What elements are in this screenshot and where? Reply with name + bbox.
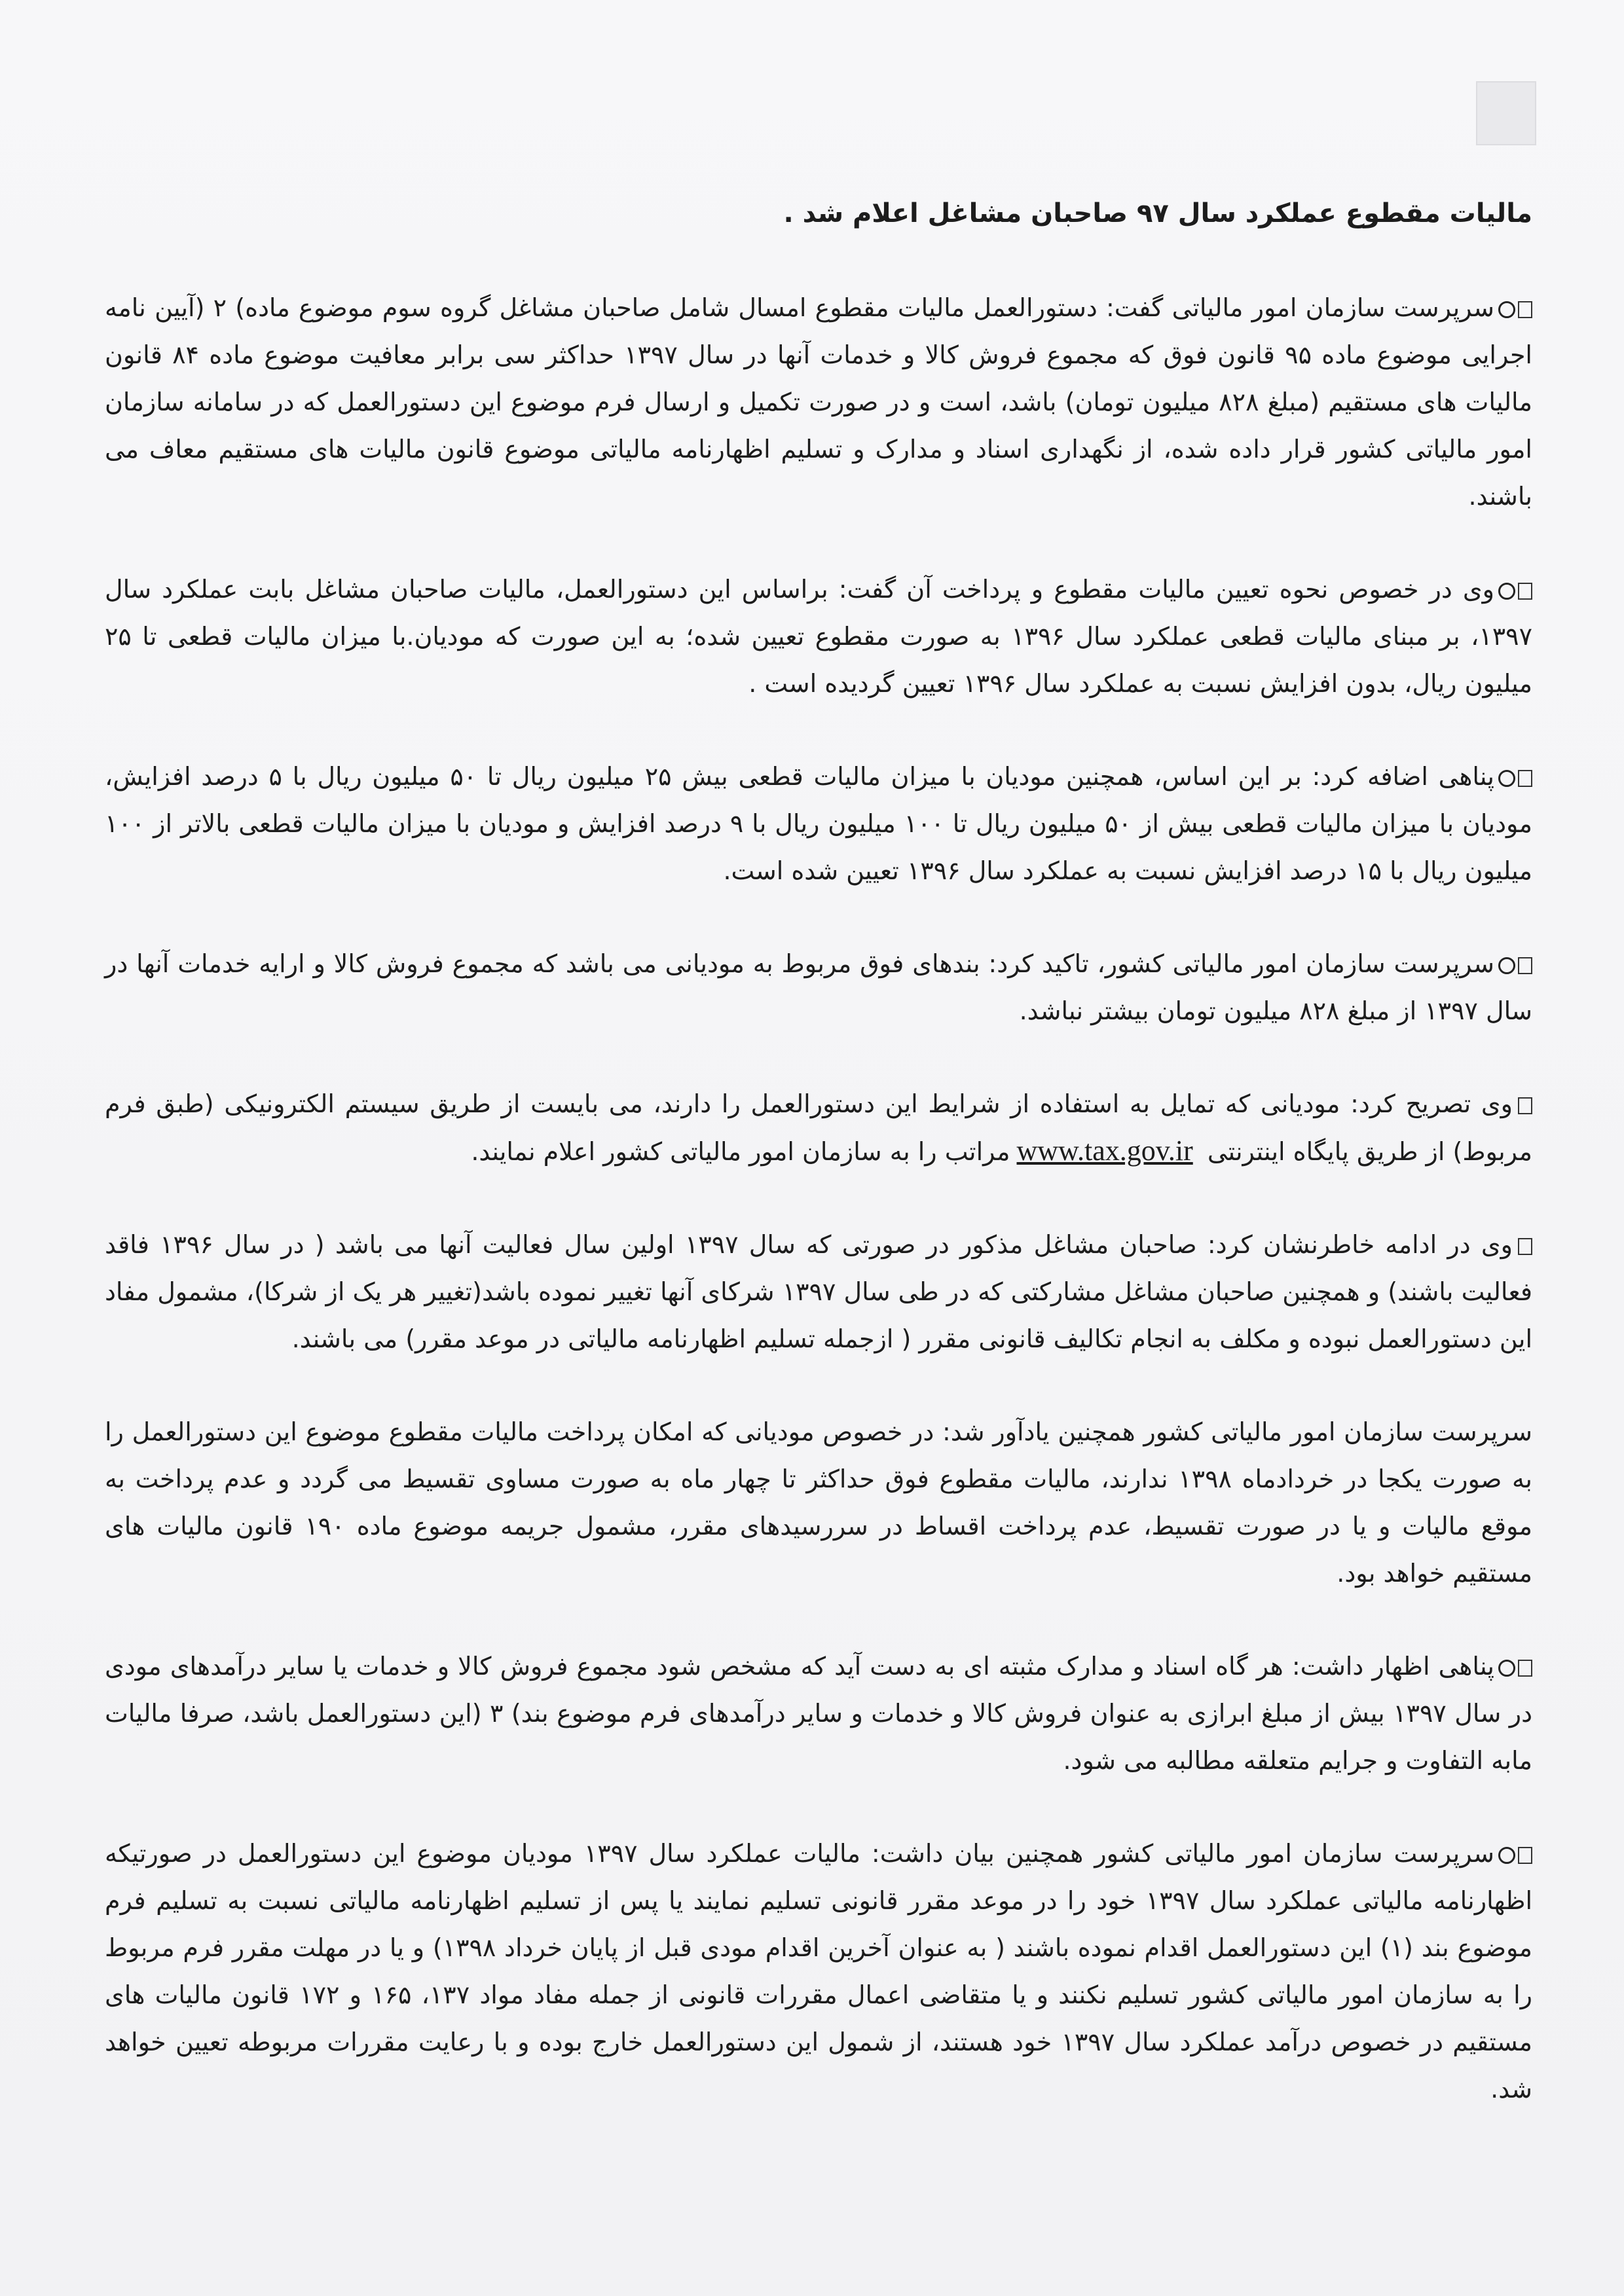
paragraph-3 [105,753,1532,894]
paragraph-text: وی در خصوص نحوه تعیین مالیات مقطوع و پرداخت آن گفت: براساس این دستورالعمل، مالیات صاحبان مشاغل بابت عملکرد سال ۱۳۹۷، بر مبنای مالیات قطعی عملکرد سال ۱۳۹۶ به صورت مقطوع تعیین شده؛ به این صورت که مودیان.با میزان مالیات قطعی تا ۲۵ میلیون ریال، بدون افزایش نسبت به عملکرد سال ۱۳۹۶ تعیین گردیده است . [105,575,1532,698]
paragraph-9 [105,1830,1532,2113]
paragraph-8 [105,1643,1532,1784]
circle-bullet-icon [1498,1660,1515,1677]
document-title: مالیات مقطوع عملکرد سال ۹۷ صاحبان مشاغل اعلام شد . [783,198,1532,228]
checkbox-marker [1497,940,1532,987]
checkbox-icon [1518,1238,1532,1255]
circle-bullet-icon [1498,957,1515,974]
checkbox-icon [1518,1660,1532,1677]
paragraph-text: سرپرست سازمان امور مالیاتی کشور همچنین بیان داشت: مالیات عملکرد سال ۱۳۹۷ مودیان موضوع این دستورالعمل در صورتیکه اظهارنامه مالیاتی عملکرد سال ۱۳۹۷ خود را در موعد مقرر قانونی تسلیم نمایند یا پس از تسلیم اظهارنامه مالیاتی نسبت به تسلیم فرم موضوع بند (۱) این دستورالعمل اقدام نموده باشند ( به عنوان آخرین اقدام مودی قبل از پایان خرداد ۱۳۹۸) و یا در مهلت مقرر فرم مربوط را به سازمان امور مالیاتی کشور تسلیم نکنند و یا متقاضی اعمال مقررات قانونی از جمله مفاد مواد ۱۳۷، ۱۶۵ و ۱۷۲ قانون مالیات های مستقیم در خصوص درآمد عملکرد سال ۱۳۹۷ خود هستند، از شمول این دستورالعمل خارج بوده و با رعایت مقررات مربوطه تعیین خواهد شد. [105,1839,1532,2104]
circle-bullet-icon [1498,770,1515,787]
paragraph-text: سرپرست سازمان امور مالیاتی کشور همچنین یادآور شد: در خصوص مودیانی که امکان پرداخت مالیات مقطوع موضوع این دستورالعمل را به صورت یکجا در خردادماه ۱۳۹۸ ندارند، مالیات مقطوع فوق حداکثر تا چهار ماه به صورت مساوی تقسیط می گردد و عدم پرداخت به موقع مالیات و یا در صورت تقسیط، عدم پرداخت اقساط در سررسیدهای مقرر، مشمول جریمه موضوع ماده ۱۹۰ قانون مالیات های مستقیم خواهد بود. [105,1417,1532,1588]
checkbox-icon [1518,957,1532,974]
paragraph-7 [105,1408,1532,1597]
tax-website-link[interactable]: www.tax.gov.ir [1016,1135,1193,1167]
paragraph-text: پناهی اظهار داشت: هر گاه اسناد و مدارک مثبته ای به دست آید که مشخص شود مجموع فروش کالا و خدمات یا سایر درآمدهای مودی در سال ۱۳۹۷ بیش از مبلغ ابرازی به عنوان فروش کالا و خدمات و سایر درآمدهای فرم موضوع بند) ۳ (این دستورالعمل باشد، صرفا مالیات مابه التفاوت و جرایم متعلقه مطالبه می شود. [105,1652,1532,1775]
checkbox-marker [1515,1080,1532,1127]
checkbox-marker [1497,1643,1532,1690]
paragraph-text: وی تصریح کرد: مودیانی که تمایل به استفاده از شرایط این دستورالعمل را دارند، می بایست از طریق سیستم الکترونیکی (طبق فرم مربوط) از طریق پایگاه اینترنتی [105,1089,1532,1166]
paragraph-text: سرپرست سازمان امور مالیاتی کشور، تاکید کرد: بندهای فوق مربوط به مودیانی می باشد که مجموع فروش کالا و ارایه خدمات آنها در سال ۱۳۹۷ از مبلغ ۸۲۸ میلیون تومان بیشتر نباشد. [105,949,1532,1025]
paragraph-4 [105,940,1532,1034]
document-body [105,196,1532,2159]
checkbox-marker [1497,284,1532,331]
circle-bullet-icon [1498,1847,1515,1864]
paragraph-6 [105,1221,1532,1362]
circle-bullet-icon [1498,301,1515,318]
checkbox-marker [1515,1221,1532,1268]
checkbox-marker [1497,566,1532,613]
paragraph-5 [105,1080,1532,1175]
paragraph-1 [105,284,1532,520]
paragraph-text: سرپرست سازمان امور مالیاتی گفت: دستورالعمل مالیات مقطوع امسال شامل صاحبان مشاغل گروه سوم موضوع ماده) ۲ (آیین نامه اجرایی موضوع ماده ۹۵ قانون فوق که مجموع فروش کالا و خدمات آنها در سال ۱۳۹۷ حداکثر سی برابر معافیت موضوع ماده ۸۴ قانون مالیات های مستقیم (مبلغ ۸۲۸ میلیون تومان) باشد، است و در صورت تکمیل و ارسال فرم موضوع این دستورالعمل که در سامانه سازمان امور مالیاتی کشور قرار داده شده، از نگهداری اسناد و مدارک و تسلیم اظهارنامه مالیاتی موضوع قانون مالیات های مستقیم معاف می باشند. [105,293,1532,511]
checkbox-marker [1497,753,1532,800]
paragraph-text-continued: مراتب را به سازمان امور مالیاتی کشور اعلام نمایند. [471,1137,1010,1166]
circle-bullet-icon [1498,583,1515,600]
paragraph-text: پناهی اضافه کرد: بر این اساس، همچنین مودیان با میزان مالیات قطعی بیش ۲۵ میلیون ریال تا ۵۰ میلیون ریال با ۵ درصد افزایش، مودیان با میزان مالیات قطعی بیش از ۵۰ میلیون ریال تا ۱۰۰ میلیون ریال با ۹ درصد افزایش و مودیان با میزان مالیات قطعی بالاتر از ۱۰۰ میلیون ریال با ۱۵ درصد افزایش نسبت به عملکرد سال ۱۳۹۶ تعیین شده است. [105,762,1532,885]
checkbox-icon [1518,1847,1532,1864]
checkbox-marker [1497,1830,1532,1877]
corner-stamp-box [1476,81,1536,145]
checkbox-icon [1518,583,1532,600]
paragraph-2 [105,566,1532,707]
paragraph-text: وی در ادامه خاطرنشان کرد: صاحبان مشاغل مذکور در صورتی که سال ۱۳۹۷ اولین سال فعالیت آنها می باشد ( در سال ۱۳۹۶ فاقد فعالیت باشند) و همچنین صاحبان مشاغل مشارکتی که در طی سال ۱۳۹۷ شرکای آنها تغییر نموده باشد(تغییر هر یک از شرکا)، مشمول مفاد این دستورالعمل نبوده و مکلف به انجام تکالیف قانونی مقرر ( ازجمله تسلیم اظهارنامه مالیاتی در موعد مقرر) می باشند. [105,1230,1532,1353]
checkbox-icon [1518,1097,1532,1114]
checkbox-icon [1518,770,1532,787]
checkbox-icon [1518,301,1532,318]
